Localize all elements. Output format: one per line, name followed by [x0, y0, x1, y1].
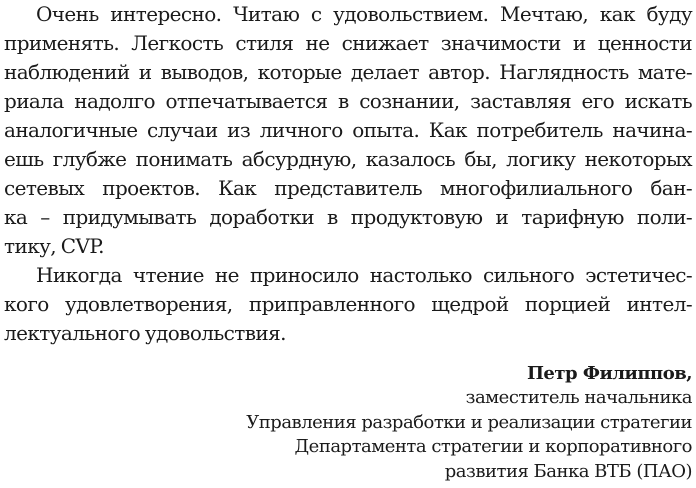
signature-title-line: Департамента стратегии и корпоративного — [294, 436, 692, 457]
signature-title-line: заместитель начальника — [465, 387, 692, 408]
paragraph-line: сетевых проектов. Как представитель многофилиального бан- — [4, 176, 692, 200]
paragraph-line: применять. Легкость стиля не снижает значимости и ценности — [4, 31, 692, 55]
signature-title-line: Управления разработки и реализации стратегии — [246, 412, 692, 433]
signature-title-line: развития Банка ВТБ (ПАО) — [444, 461, 692, 482]
paragraph-line: Очень интересно. Читаю с удовольствием. Мечтаю, как буду — [36, 2, 692, 26]
paragraph-line: лектуального удовольствия. — [4, 321, 286, 345]
paragraph-line: тику, CVP. — [4, 234, 104, 258]
testimonial-page — [4, 0, 692, 488]
paragraph-line: наблюдений и выводов, которые делает автор. Наглядность мате- — [4, 60, 692, 84]
paragraph-line: риала надолго отпечатывается в сознании, заставляя его искать — [4, 89, 692, 113]
paragraph-line: ка – придумывать доработки в продуктовую и тарифную поли- — [4, 205, 692, 229]
paragraph-line: ешь глубже понимать абсурдную, казалось бы, логику некоторых — [4, 147, 692, 171]
paragraph-line: кого удовлетворения, приправленного щедрой порцией интел- — [4, 292, 692, 316]
paragraph-line: аналогичные случаи из личного опыта. Как потребитель начина- — [4, 118, 692, 142]
signature-name: Петр Филиппов, — [526, 363, 692, 384]
paragraph-line: Никогда чтение не приносило настолько сильного эстетичес- — [36, 263, 692, 287]
